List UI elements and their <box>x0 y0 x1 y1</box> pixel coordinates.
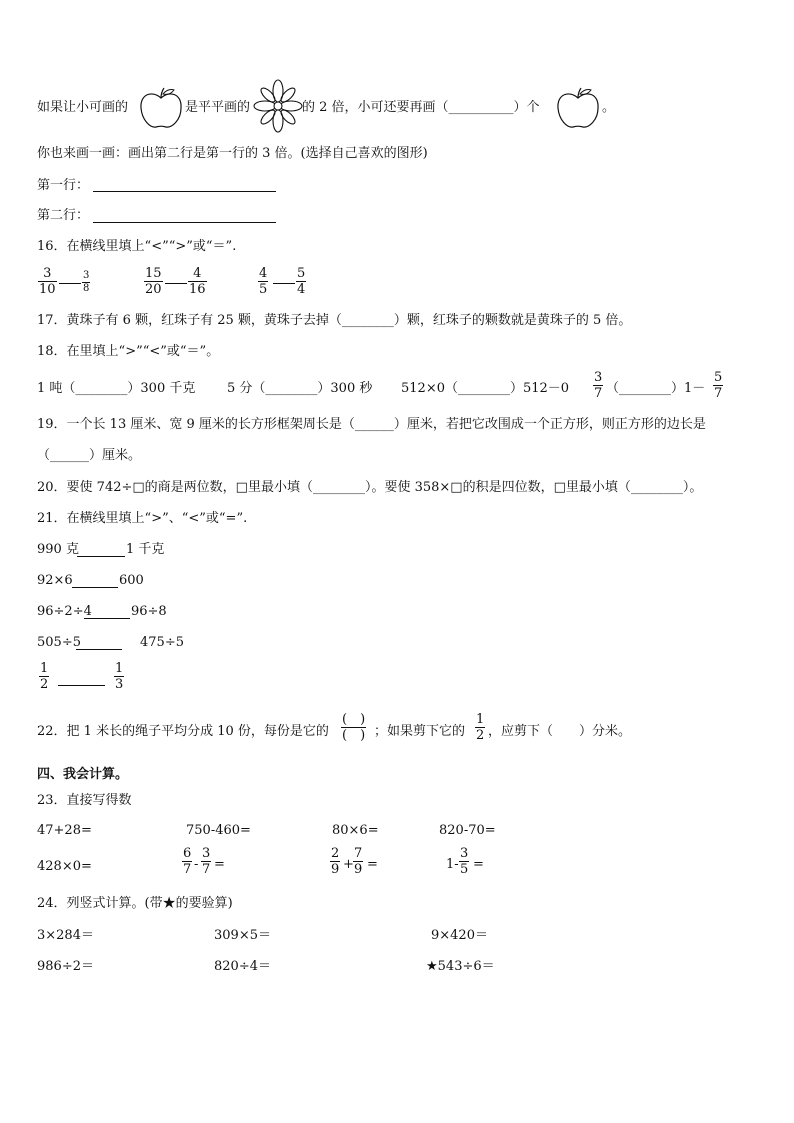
q21-r1-right: 1 千克 <box>126 542 165 557</box>
flower-icon <box>254 80 302 132</box>
q23-c3: 80×6= <box>332 823 379 838</box>
q23-stem: 23．直接写得数 <box>37 793 132 808</box>
q15-text-c: 的 2 倍，小可还要再画（__________）个 <box>302 100 540 115</box>
q21-r4-blank <box>76 649 122 650</box>
section-4-title: 四、我会计算。 <box>37 767 129 782</box>
q21-r3-right: 96÷8 <box>131 604 167 619</box>
q21-r1-blank <box>77 556 125 557</box>
q23-c7-frac1: $\frac{2}{9}$ <box>331 846 340 877</box>
row2-label: 第二行： <box>37 208 90 223</box>
q18-frac-b: $\frac{5}{7}$ <box>714 370 723 401</box>
q24-c1: 3×284＝ <box>37 928 94 943</box>
q23-c6-op: - <box>194 857 199 872</box>
q21-r4-right: 475÷5 <box>140 635 184 650</box>
q16-blank-1 <box>59 283 81 284</box>
q23-c6-eq: = <box>214 857 225 872</box>
q23-c7-eq: = <box>367 857 378 872</box>
q23-c8-frac: $\frac{3}{5}$ <box>460 846 469 877</box>
apple-icon <box>555 86 601 130</box>
q21-r4-left: 505÷5 <box>37 635 81 650</box>
q16-frac-3a: $\frac{4}{5}$ <box>259 266 268 297</box>
q23-c5: 428×0= <box>37 859 92 874</box>
row1-label: 第一行： <box>37 178 90 193</box>
q16-frac-3b: $\frac{5}{4}$ <box>297 266 306 297</box>
q16-frac-2a: $\frac{15}{20}$ <box>145 266 162 297</box>
row2-blank <box>93 222 276 223</box>
q23-c2: 750-460= <box>186 823 251 838</box>
q16-blank-2 <box>165 283 187 284</box>
q21-r2-blank <box>72 587 118 588</box>
q23-c6-frac1: $\frac{6}{7}$ <box>183 846 192 877</box>
q23-c7-frac2: $\frac{7}{9}$ <box>354 846 363 877</box>
q23-c8-eq: = <box>473 857 484 872</box>
q21-r3-blank <box>84 618 130 619</box>
q21-r2-left: 92×6 <box>37 573 73 588</box>
q16-frac-2b: $\frac{4}{16}$ <box>189 266 206 297</box>
q15-text-d: 。 <box>602 100 616 115</box>
q21-r1-left: 990 克 <box>37 542 79 557</box>
q19-line1: 19．一个长 13 厘米、宽 9 厘米的长方形框架周长是（______）厘米，若把它改围成一个正方形，则正方形的边长是 <box>37 417 706 432</box>
q19-line2: （______）厘米。 <box>37 448 142 463</box>
q24-stem: 24．列竖式计算。(带★的要验算) <box>37 896 233 911</box>
q23-c7-op: + <box>343 857 354 872</box>
q17-text: 17．黄珠子有 6 颗，红珠子有 25 颗，黄珠子去掉（________）颗，红珠子的颗数就是黄珠子的 5 倍。 <box>37 313 632 328</box>
q22-text-c: ，应剪下（ ）分米。 <box>488 724 632 739</box>
apple-icon <box>138 86 184 130</box>
q21-stem: 21．在横线里填上“>”、“<”或“=”. <box>37 511 248 526</box>
q15-text-b: 是平平画的 <box>185 100 251 115</box>
q24-c6: ★543÷6＝ <box>426 959 495 974</box>
q22-frac: $\frac{1}{2}$ <box>476 712 485 743</box>
row1-blank <box>93 191 276 192</box>
q15-line2: 你也来画一画：画出第二行是第一行的 3 倍。(选择自己喜欢的图形) <box>37 146 428 161</box>
q18-frac-a: $\frac{3}{7}$ <box>594 370 603 401</box>
q16-blank-3 <box>273 283 295 284</box>
q16-frac-1a: $\frac{3}{10}$ <box>39 266 56 297</box>
q18-item3: 512×0（________）512－0 <box>401 381 570 396</box>
q18-item1: 1 吨（________）300 千克 <box>37 381 196 396</box>
q23-c1: 47+28= <box>37 823 92 838</box>
q15-text-a: 如果让小可画的 <box>37 100 129 115</box>
q18-item4-mid: （________）1－ <box>606 381 706 396</box>
q23-c4: 820-70= <box>439 823 496 838</box>
q22-text-b: ；如果剪下它的 <box>374 724 466 739</box>
q20-text: 20．要使 742÷□的商是两位数，□里最小填（________）。要使 358×□的积是四位数，□里最小填（________）。 <box>37 480 703 495</box>
q16-stem: 16．在横线里填上“<”“>”或“＝”. <box>37 239 237 254</box>
q18-stem: 18．在里填上“>”“<”或“＝”。 <box>37 344 220 359</box>
q24-c3: 9×420＝ <box>431 928 488 943</box>
q24-c4: 986÷2＝ <box>37 959 94 974</box>
q21-r2-right: 600 <box>119 573 144 588</box>
q23-c6-frac2: $\frac{3}{7}$ <box>202 846 211 877</box>
q21-r3-left: 96÷2÷4 <box>37 604 92 619</box>
q16-frac-1b: $\frac{3}{8}$ <box>83 270 90 294</box>
q21-r5-blank <box>58 685 105 686</box>
q22-text-a: 22．把 1 米长的绳子平均分成 10 份，每份是它的 <box>37 724 329 739</box>
q23-c8-pre: 1- <box>446 857 459 872</box>
q22-paren-frac: ( ) ( ) <box>342 712 366 743</box>
q24-c2: 309×5＝ <box>214 928 271 943</box>
q21-r5-frac1: $\frac{1}{2}$ <box>40 661 49 692</box>
q18-item2: 5 分（________）300 秒 <box>227 381 373 396</box>
q21-r5-frac2: $\frac{1}{3}$ <box>115 661 124 692</box>
q24-c5: 820÷4＝ <box>214 959 271 974</box>
